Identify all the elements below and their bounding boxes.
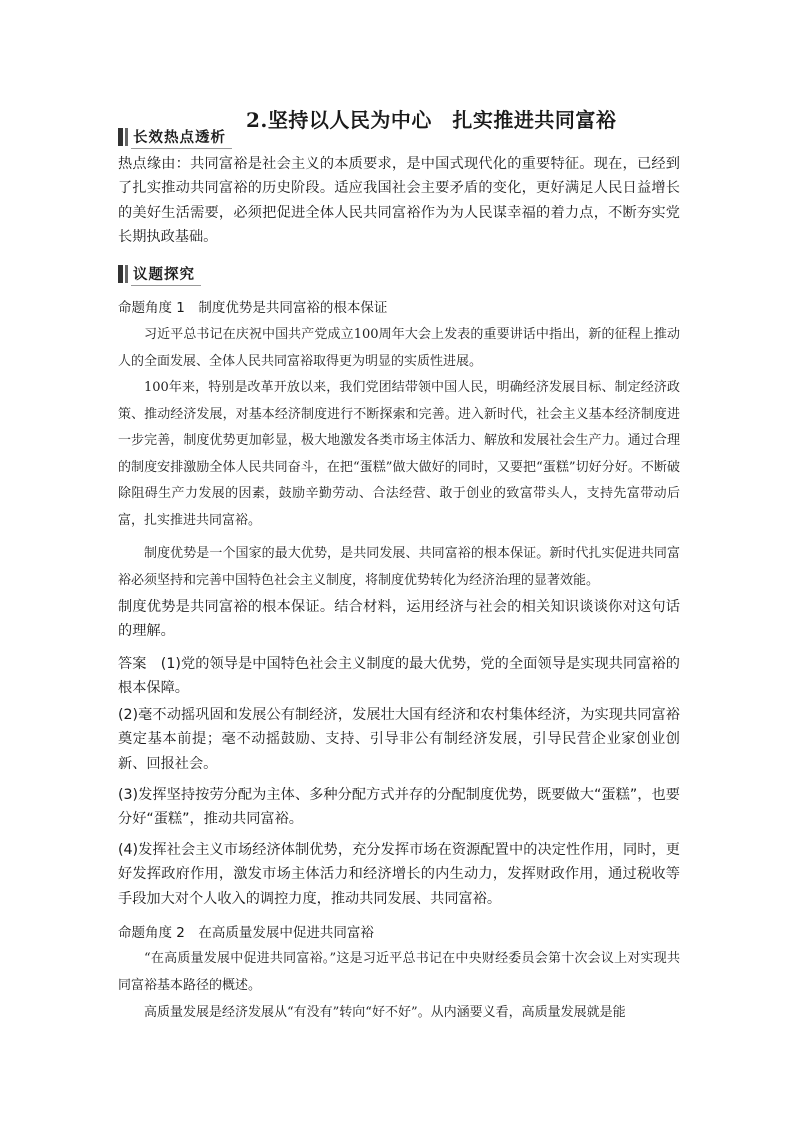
tag-marker-icon [125,128,128,146]
angle-1-heading: 命题角度 1 制度优势是共同富裕的根本保证 [118,300,388,316]
answer-item: (2)毫不动摇巩固和发展公有制经济，发展壮大国有经济和农村集体经济，为实现共同富裕奠定基本前提；毫不动摇鼓励、支持、引导非公有制经济发展，引导民营企业家创业创新、回报社会。 [118,707,680,772]
material-paragraph: “在高质量发展中促进共同富裕。”这是习近平总书记在中央财经委员会第十次会议上对实现共同富裕基本路径的概述。 [118,951,680,993]
material-paragraph: 习近平总书记在庆祝中国共产党成立100周年大会上发表的重要讲话中指出，新的征程上推动人的全面发展、全体人民共同富裕取得更为明显的实质性进展。 [118,327,680,369]
answer-item: (4)发挥社会主义市场经济体制优势，充分发挥市场在资源配置中的决定性作用，同时，更好发挥政府作用，激发市场主体活力和经济增长的内生动力，发挥财政作用，通过税收等手段加大对个人收入的调控力度，推动共同发展、共同富裕。 [118,842,680,907]
question-text: 制度优势是共同富裕的根本保证。结合材料，运用经济与社会的相关知识谈谈你对这句话的理解。 [118,599,680,640]
angle-2-heading: 命题角度 2 在高质量发展中促进共同富裕 [118,925,374,941]
tag-marker-icon [125,265,128,283]
section-tag-label: 议题探究 [131,263,201,286]
tag-marker-icon [118,128,123,146]
material-paragraph: 高质量发展是经济发展从“有没有”转向“好不好”。从内涵要义看，高质量发展就是能 [144,1005,626,1020]
section-tag-label: 长效热点透析 [131,126,232,149]
page-title: 2.坚持以人民为中心 扎实推进共同富裕 [246,108,617,132]
hotspot-reason: 热点缘由：共同富裕是社会主义的本质要求，是中国式现代化的重要特征。现在，已经到了扎实推动共同富裕的历史阶段。适应我国社会主要矛盾的变化，更好满足人民日益增长的美好生活需要，必须把促进全体人民共同富裕作为为人民谋幸福的着力点，不断夯实党长期执政基础。 [118,156,680,246]
answer-item: (3)发挥坚持按劳分配为主体、多种分配方式并存的分配制度优势，既要做大“蛋糕”，也要分好“蛋糕”，推动共同富裕。 [118,787,680,828]
section-tag-hotspot [118,125,243,149]
answer-item: 答案 (1)党的领导是中国特色社会主义制度的最大优势，党的全面领导是实现共同富裕的根本保障。 [118,656,680,697]
material-paragraph: 100年来，特别是改革开放以来，我们党团结带领中国人民，明确经济发展目标、制定经济政策、推动经济发展，对基本经济制度进行不断探索和完善。进入新时代，社会主义基本经济制度进一步完善，制度优势更加彰显，极大地激发各类市场主体活力、解放和发展社会生产力。通过合理的制度安排激励全体人民共同奋斗，在把“蛋糕”做大做好的同时，又要把“蛋糕”切好分好。不断破除阻碍生产力发展的因素，鼓励辛勤劳动、合法经营、敢于创业的致富带头人，支持先富带动后富，扎实推进共同富裕。 [118,380,680,528]
section-tag-topic [118,262,243,286]
tag-marker-icon [118,265,123,283]
material-paragraph: 制度优势是一个国家的最大优势，是共同发展、共同富裕的根本保证。新时代扎实促进共同富裕必须坚持和完善中国特色社会主义制度，将制度优势转化为经济治理的显著效能。 [118,546,680,588]
